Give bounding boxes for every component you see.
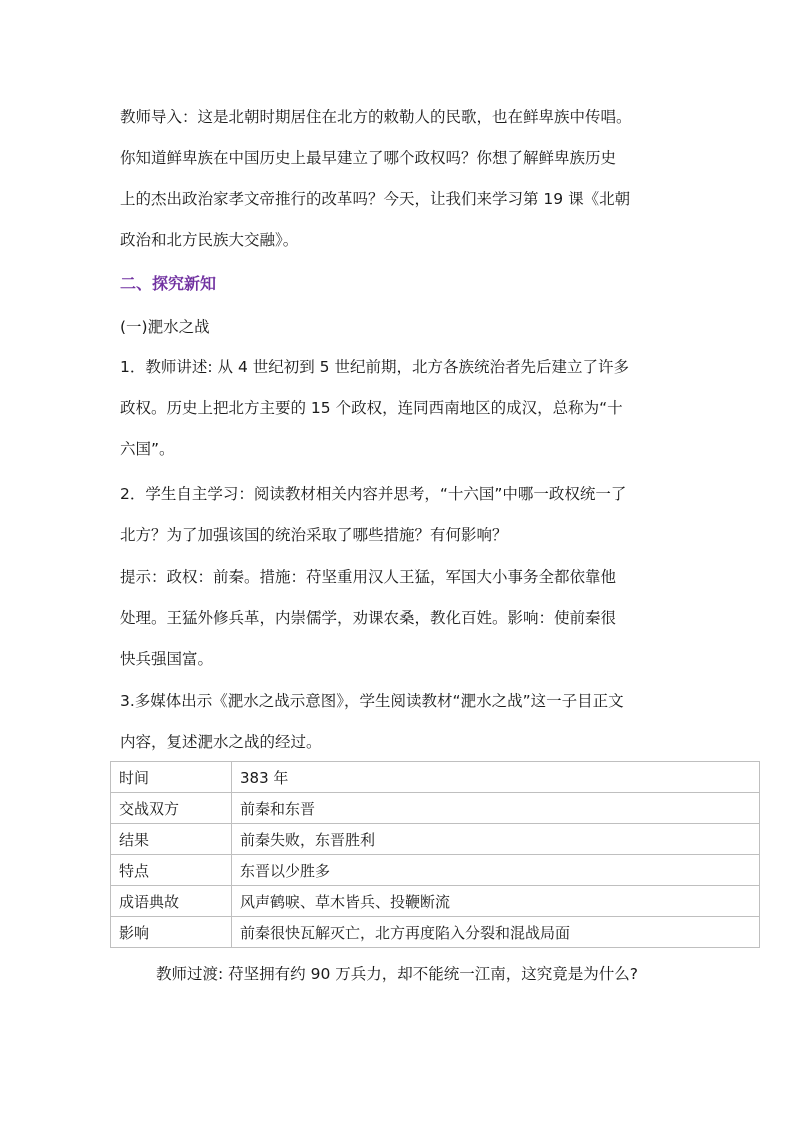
row-value: 383 年 [232, 762, 760, 793]
row-value: 风声鹤唳、草木皆兵、投鞭断流 [232, 886, 760, 917]
intro-line: 你知道鲜卑族在中国历史上最早建立了哪个政权吗？你想了解鲜卑族历史 [120, 149, 617, 167]
row-key: 特点 [111, 855, 232, 886]
hint-line: 快兵强国富。 [120, 650, 214, 668]
row-key: 时间 [111, 762, 232, 793]
table-row [111, 824, 760, 855]
table-row [111, 793, 760, 824]
table-row [111, 855, 760, 886]
intro-line: 政治和北方民族大交融》。 [120, 231, 299, 249]
intro-line: 教师导入：这是北朝时期居住在北方的敕勒人的民歌，也在鲜卑族中传唱。 [120, 108, 632, 126]
table-row [111, 762, 760, 793]
hint-paragraph [120, 557, 680, 680]
intro-line: 上的杰出政治家孝文帝推行的改革吗？今天，让我们来学习第 19 课《北朝 [120, 190, 631, 208]
row-key: 结果 [111, 824, 232, 855]
row-value: 前秦很快瓦解灭亡，北方再度陷入分裂和混战局面 [232, 917, 760, 948]
subsection-heading: (一)淝水之战 [120, 318, 210, 336]
item2-line: 北方？为了加强该国的统治采取了哪些措施？有何影响？ [120, 526, 508, 544]
row-key: 交战双方 [111, 793, 232, 824]
row-value: 东晋以少胜多 [232, 855, 760, 886]
teacher-transition: 教师过渡: 苻坚拥有约 90 万兵力，却不能统一江南，这究竟是为什么? [156, 965, 638, 983]
item1-paragraph [120, 347, 680, 470]
item3-line: 3.多媒体出示《淝水之战示意图》，学生阅读教材“淝水之战”这一子目正文 [120, 692, 624, 710]
section-heading: 二、探究新知 [120, 274, 217, 293]
item2-paragraph [120, 474, 680, 556]
battle-info-table [110, 761, 760, 948]
item1-line: 1．教师讲述: 从 4 世纪初到 5 世纪前期，北方各族统治者先后建立了许多 [120, 358, 629, 376]
item1-line: 六国”。 [120, 440, 175, 458]
row-value: 前秦和东晋 [232, 793, 760, 824]
item3-line: 内容，复述淝水之战的经过。 [120, 733, 322, 751]
row-value: 前秦失败，东晋胜利 [232, 824, 760, 855]
table-row [111, 886, 760, 917]
row-key: 影响 [111, 917, 232, 948]
item1-line: 政权。历史上把北方主要的 15 个政权，连同西南地区的成汉，总称为“十 [120, 399, 623, 417]
table-row [111, 917, 760, 948]
intro-paragraph [120, 97, 680, 261]
item2-line: 2．学生自主学习：阅读教材相关内容并思考，“十六国”中哪一政权统一了 [120, 485, 627, 503]
item3-paragraph [120, 681, 680, 763]
row-key: 成语典故 [111, 886, 232, 917]
hint-line: 提示：政权：前秦。措施：苻坚重用汉人王猛，军国大小事务全都依靠他 [120, 568, 617, 586]
hint-line: 处理。王猛外修兵革，内崇儒学，劝课农桑，教化百姓。影响：使前秦很 [120, 609, 617, 627]
